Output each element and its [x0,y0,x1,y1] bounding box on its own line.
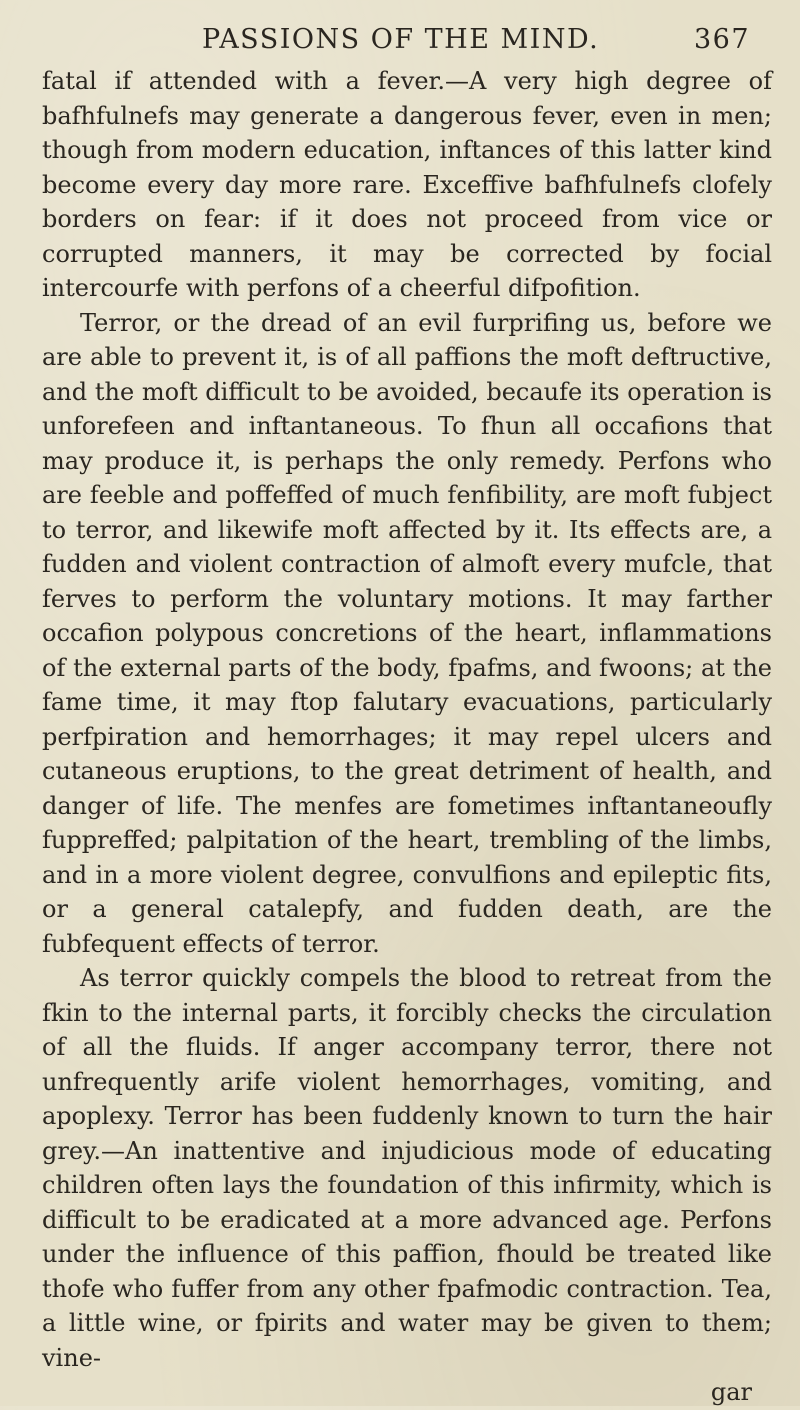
paragraph-terror-treatment: As terror quickly compels the blood to retreat from the fkin to the internal parts, it forcibly checks the circulation of all the fluids. If anger accompany terror, there not unfrequently arife violent hemorrhages, vomiting, and apoplexy. Terror has been fuddenly known to turn the hair grey.—An inattentive and injudicious mode of educating children often lays the foundation of this infirmity, which is difficult to be eradicated at a more advanced age. Perfons under the influence of this paffion, fhould be treated like thofe who fuffer from any other fpafmodic contraction. Tea, a little wine, or fpirits and water may be given to them; vine- [42,964,772,1372]
body-text [42,64,772,1410]
paragraph-terror-effects: Terror, or the dread of an evil furprifing us, before we are able to prevent it, is of all paffions the moft deftructive, and the moft difficult to be avoided, becaufe its operation is unforefeen and inftantaneous. To fhun all occafions that may produce it, is perhaps the only remedy. Perfons who are feeble and poffeffed of much fenfibility, are moft fubject to terror, and likewife moft affected by it. Its effects are, a fudden and violent contraction of almoft every mufcle, that ferves to perform the voluntary motions. It may farther occafion polypous concretions of the heart, inflammations of the external parts of the body, fpafms, and fwoons; at the fame time, it may ftop falutary evacuations, particularly perfpiration and hemorrhages; it may repel ulcers and cutaneous eruptions, to the great detriment of health, and danger of life. The menfes are fometimes inftantaneoufly fuppreffed; palpitation of the heart, trembling of the limbs, and in a more violent degree, convulfions and epileptic fits, or a general catalepfy, and fudden death, are the fubfequent effects of terror. [42,308,772,958]
running-head [42,14,776,64]
page-number: 367 [694,24,751,55]
catchword: gar [710,1378,752,1406]
paragraph-bashfulness: fatal if attended with a fever.—A very high degree of bafhfulnefs may generate a dangerous fever, even in men; though from modern education, inftances of this latter kind become every day more rare. Exceffive bafhfulnefs clofely borders on fear: if it does not proceed from vice or corrupted manners, it may be corrected by focial intercourfe with perfons of a cheerful difpofition. [42,67,772,302]
running-title: PASSIONS OF THE MIND. [202,24,600,55]
